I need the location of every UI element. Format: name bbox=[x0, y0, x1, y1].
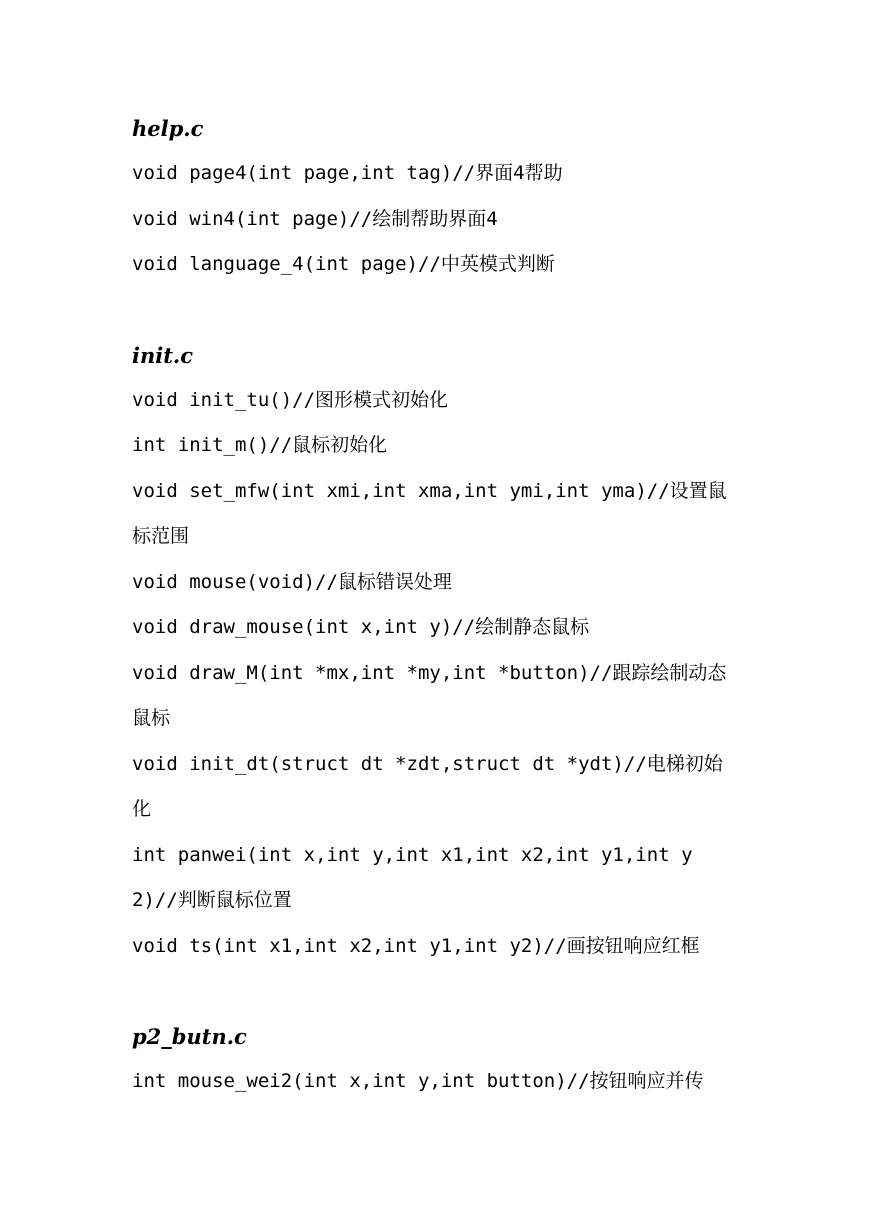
function-list-init-c bbox=[132, 378, 738, 970]
section-help-c bbox=[132, 106, 738, 288]
function-list-p2-butn-c bbox=[132, 1059, 738, 1105]
file-title-help-c: help.c bbox=[132, 116, 204, 141]
section-init-c bbox=[132, 333, 738, 970]
function-line: void init_tu()//图形模式初始化 bbox=[132, 388, 449, 411]
function-line: void ts(int x1,int x2,int y1,int y2)//画按钮响应红框 bbox=[132, 934, 700, 957]
function-line: int mouse_wei2(int x,int y,int button)//按钮响应并传 bbox=[132, 1070, 704, 1092]
function-line: int panwei(int x,int y,int x1,int x2,int y1,int y2)//判断鼠标位置 bbox=[132, 843, 693, 911]
document-content bbox=[132, 106, 738, 1105]
function-line: void win4(int page)//绘制帮助界面4 bbox=[132, 207, 498, 230]
file-title-p2-butn-c: p2_butn.c bbox=[132, 1024, 247, 1049]
function-line: void mouse(void)//鼠标错误处理 bbox=[132, 570, 452, 593]
function-line: void draw_mouse(int x,int y)//绘制静态鼠标 bbox=[132, 616, 590, 638]
section-p2-butn-c bbox=[132, 1014, 738, 1105]
function-line: void draw_M(int *mx,int *my,int *button)//跟踪绘制动态鼠标 bbox=[132, 661, 727, 729]
function-list-help-c bbox=[132, 151, 738, 288]
function-line: void language_4(int page)//中英模式判断 bbox=[132, 253, 555, 275]
function-line: void set_mfw(int xmi,int xma,int ymi,int yma)//设置鼠标范围 bbox=[132, 479, 727, 547]
function-line: void init_dt(struct dt *zdt,struct dt *ydt)//电梯初始化 bbox=[132, 752, 723, 820]
function-line: int init_m()//鼠标初始化 bbox=[132, 434, 388, 456]
function-line: void page4(int page,int tag)//界面4帮助 bbox=[132, 162, 563, 184]
file-title-init-c: init.c bbox=[132, 342, 194, 368]
